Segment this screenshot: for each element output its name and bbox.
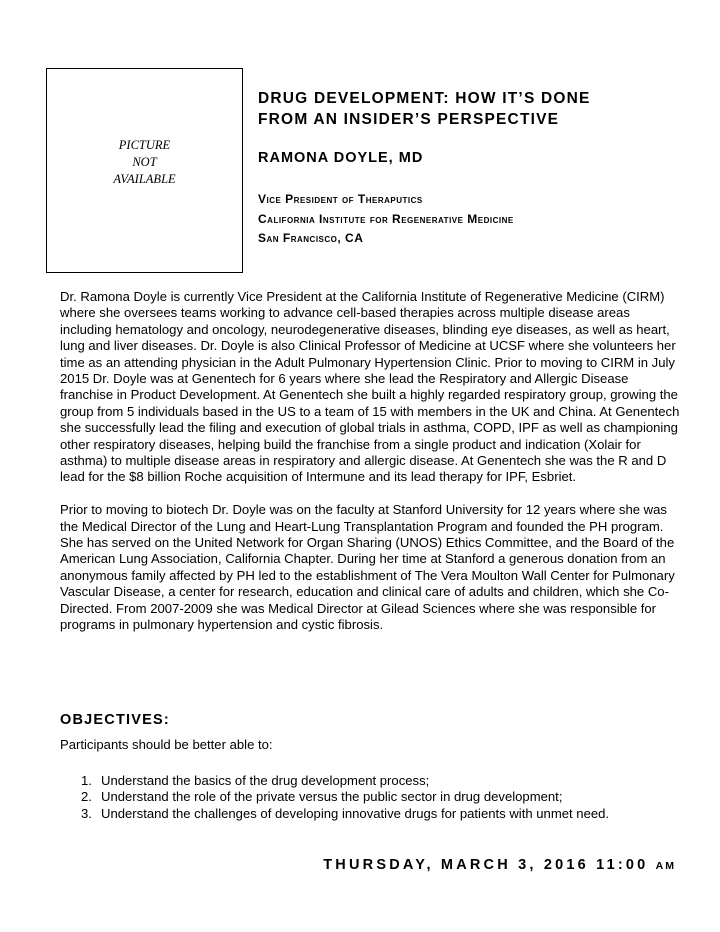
objective-item xyxy=(60,773,700,789)
affiliation-institute: California Institute for Regenerative Medicine xyxy=(258,211,514,226)
speaker-name: RAMONA DOYLE, MD xyxy=(258,150,424,166)
objective-text: Understand the role of the private versus the public sector in drug development; xyxy=(101,789,563,805)
photo-line: PICTURE xyxy=(118,138,171,152)
bio-paragraph: Dr. Ramona Doyle is currently Vice President at the California Institute of Regenerative Medicine (CIRM) where she oversees teams working to advance cell-based therapies across multiple disease areas including hematology and oncology, neurodegenerative diseases, blinding eye diseases, as well as heart, lung and liver diseases. Dr. Doyle is also Clinical Professor of Medicine at UCSF where she volunteers her time as an attending physician in the Adult Pulmonary Hypertension Clinic. Prior to moving to CIRM in July 2015 Dr. Doyle was at Genentech for 6 years where she lead the Respiratory and Allergic Disease franchise in Product Development. At Genentech she built a highly regarded respiratory group, growing the group from 5 individuals based in the US to a team of 15 with members in the UK and China. At Genentech she successfully lead the filing and execution of global trials in asthma, COPD, IPF as well as championing other respiratory diseases, helping build the franchise from a single product and indication (Xolair for asthma) to multiple disease areas in respiratory and allergic disease. At Genentech she was the R and D lead for the $8 billion Roche acquisition of Intermune and its lead therapy for IPF, Esbriet. xyxy=(60,289,680,485)
talk-title-line-1: DRUG DEVELOPMENT: HOW IT’S DONE xyxy=(258,90,591,107)
objective-number: 3. xyxy=(81,805,92,821)
objectives-heading: OBJECTIVES: xyxy=(60,712,170,728)
talk-title xyxy=(258,88,698,130)
bio-paragraph: Prior to moving to biotech Dr. Doyle was on the faculty at Stanford University for 12 years where she was the Medical Director of the Lung and Heart-Lung Transplantation Program and founded the PH program. She has served on the United Network for Organ Sharing (UNOS) Ethics Committee, and the Board of the American Lung Association, California Chapter. During her time at Stanford a generous donation from an anonymous family affected by PH led to the establishment of The Vera Moulton Wall Center for Pulmonary Vascular Disease, a center for research, education and clinical care of adults and children, which she Co-Directed. From 2007-2009 she was Medical Director at Gilead Sciences where she was responsible for programs in pulmonary hypertension and cystic fibrosis. xyxy=(60,502,675,633)
affiliation-role: Vice President of Theraputics xyxy=(258,192,423,206)
event-date xyxy=(323,857,676,873)
objective-item xyxy=(60,806,700,822)
event-ampm: AM xyxy=(655,860,676,872)
affiliation-location: San Francisco, CA xyxy=(258,231,364,245)
objective-text: Understand the challenges of developing innovative drugs for patients with unmet need. xyxy=(101,805,610,821)
event-date-time: THURSDAY, MARCH 3, 2016 11:00 xyxy=(323,857,649,873)
photo-placeholder xyxy=(46,68,243,273)
objective-number: 2. xyxy=(81,789,92,805)
objectives-list xyxy=(60,773,700,822)
speaker-affiliation xyxy=(258,190,514,249)
objective-item xyxy=(60,789,700,805)
photo-line: AVAILABLE xyxy=(113,172,176,186)
talk-title-line-2: FROM AN INSIDER’S PERSPECTIVE xyxy=(258,111,560,128)
speaker-bio xyxy=(60,289,680,650)
photo-line: NOT xyxy=(132,155,157,169)
objective-number: 1. xyxy=(81,773,92,788)
objectives-intro: Participants should be better able to: xyxy=(60,737,273,752)
objective-text: Understand the basics of the drug development process; xyxy=(101,773,430,788)
photo-placeholder-text xyxy=(47,137,242,188)
